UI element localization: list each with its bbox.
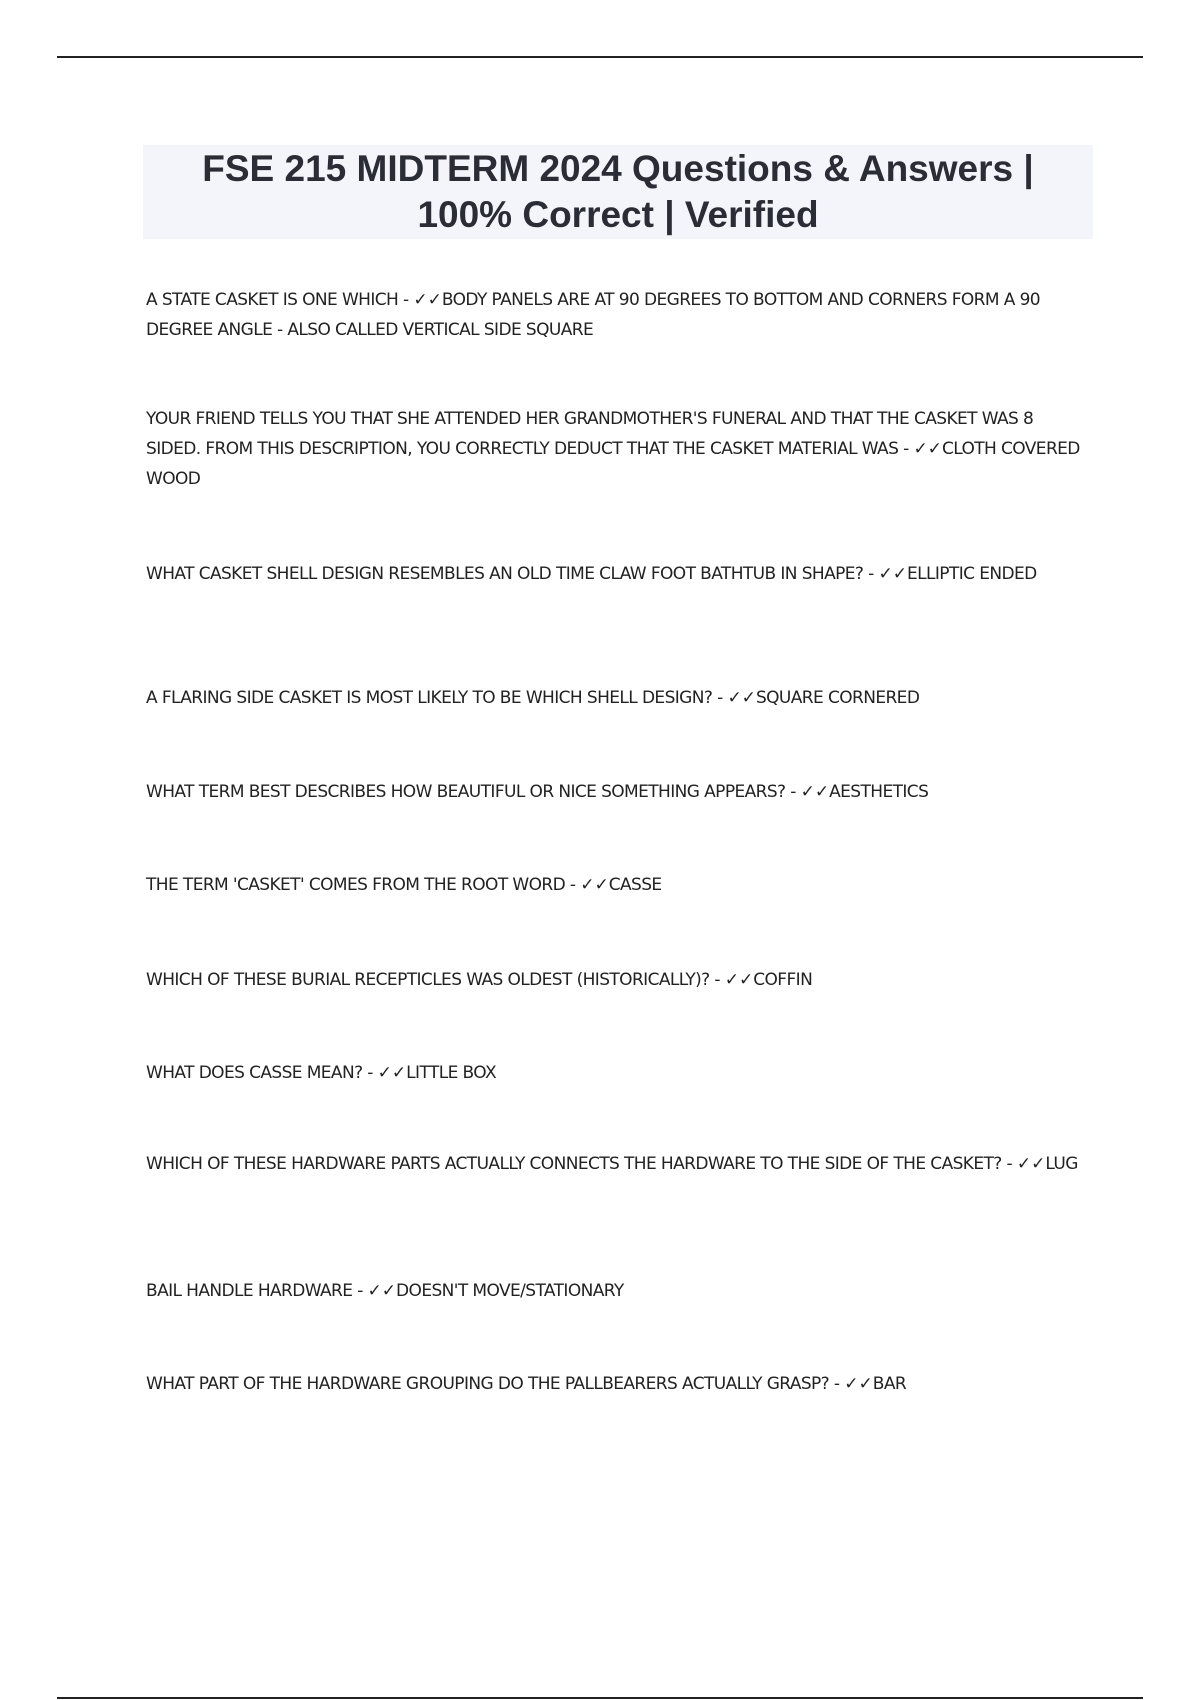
answer-text: DOESN'T MOVE/STATIONARY	[396, 1281, 624, 1301]
qa-item-6	[146, 870, 1086, 900]
answer-text: CLOTH COVERED WOOD	[146, 439, 1080, 489]
question-text: A STATE CASKET IS ONE WHICH -	[146, 290, 414, 310]
check-mark-icon: ✓✓	[800, 782, 830, 802]
question-text: BAIL HANDLE HARDWARE -	[146, 1281, 368, 1301]
check-mark-icon: ✓✓	[377, 1063, 407, 1083]
check-mark-icon: ✓✓	[724, 970, 754, 990]
title-banner	[143, 145, 1093, 239]
answer-text: BAR	[872, 1374, 907, 1394]
qa-item-9	[146, 1149, 1086, 1179]
answer-text: SQUARE CORNERED	[755, 688, 920, 708]
qa-item-1	[146, 285, 1086, 345]
answer-text: AESTHETICS	[829, 782, 929, 802]
top-divider	[57, 56, 1143, 58]
answer-text: LITTLE BOX	[406, 1063, 497, 1083]
check-mark-icon: ✓✓	[844, 1374, 873, 1394]
question-text: WHICH OF THESE HARDWARE PARTS ACTUALLY CONNECTS THE HARDWARE TO THE SIDE OF THE CASKET? -	[146, 1154, 1017, 1174]
question-text: WHAT DOES CASSE MEAN? -	[146, 1063, 378, 1083]
answer-text: ELLIPTIC ENDED	[906, 564, 1037, 584]
check-mark-icon: ✓✓	[580, 875, 609, 895]
bottom-divider	[57, 1697, 1143, 1699]
check-mark-icon: ✓✓	[367, 1281, 397, 1301]
qa-item-10	[146, 1276, 1086, 1306]
question-text: WHAT CASKET SHELL DESIGN RESEMBLES AN OLD TIME CLAW FOOT BATHTUB IN SHAPE? -	[146, 564, 879, 584]
qa-item-11	[146, 1369, 1086, 1399]
answer-text: LUG	[1045, 1154, 1078, 1174]
qa-item-3	[146, 559, 1086, 589]
check-mark-icon: ✓✓	[1016, 1154, 1046, 1174]
question-text: WHAT TERM BEST DESCRIBES HOW BEAUTIFUL OR NICE SOMETHING APPEARS? -	[146, 782, 801, 802]
check-mark-icon: ✓✓	[878, 564, 907, 584]
document-title-line-2: 100% Correct | Verified	[417, 194, 819, 235]
qa-item-2	[146, 404, 1086, 494]
question-text: A FLARING SIDE CASKET IS MOST LIKELY TO BE WHICH SHELL DESIGN? -	[146, 688, 728, 708]
answer-text: COFFIN	[753, 970, 813, 990]
answer-text: CASSE	[608, 875, 662, 895]
answer-text: BODY PANELS ARE AT 90 DEGREES TO BOTTOM AND CORNERS FORM A 90 DEGREE ANGLE - ALSO CALLED VERTICAL SIDE SQUARE	[146, 290, 1040, 340]
qa-item-4	[146, 683, 1086, 713]
qa-item-5	[146, 777, 1086, 807]
question-text: WHICH OF THESE BURIAL RECEPTICLES WAS OLDEST (HISTORICALLY)? -	[146, 970, 725, 990]
check-mark-icon: ✓✓	[727, 688, 756, 708]
check-mark-icon: ✓✓	[413, 290, 442, 310]
qa-item-8	[146, 1058, 1086, 1088]
question-text: YOUR FRIEND TELLS YOU THAT SHE ATTENDED HER GRANDMOTHER'S FUNERAL AND THAT THE CASKET WAS 8 SIDED. FROM THIS DESCRIPTION, YOU CORRECTLY DEDUCT THAT THE CASKET MATERIAL WAS -	[146, 409, 1034, 459]
qa-item-7	[146, 965, 1086, 995]
check-mark-icon: ✓✓	[913, 439, 942, 459]
question-text: THE TERM 'CASKET' COMES FROM THE ROOT WORD -	[146, 875, 581, 895]
question-text: WHAT PART OF THE HARDWARE GROUPING DO THE PALLBEARERS ACTUALLY GRASP? -	[146, 1374, 845, 1394]
document-title-line-1: FSE 215 MIDTERM 2024 Questions & Answers |	[202, 148, 1034, 189]
